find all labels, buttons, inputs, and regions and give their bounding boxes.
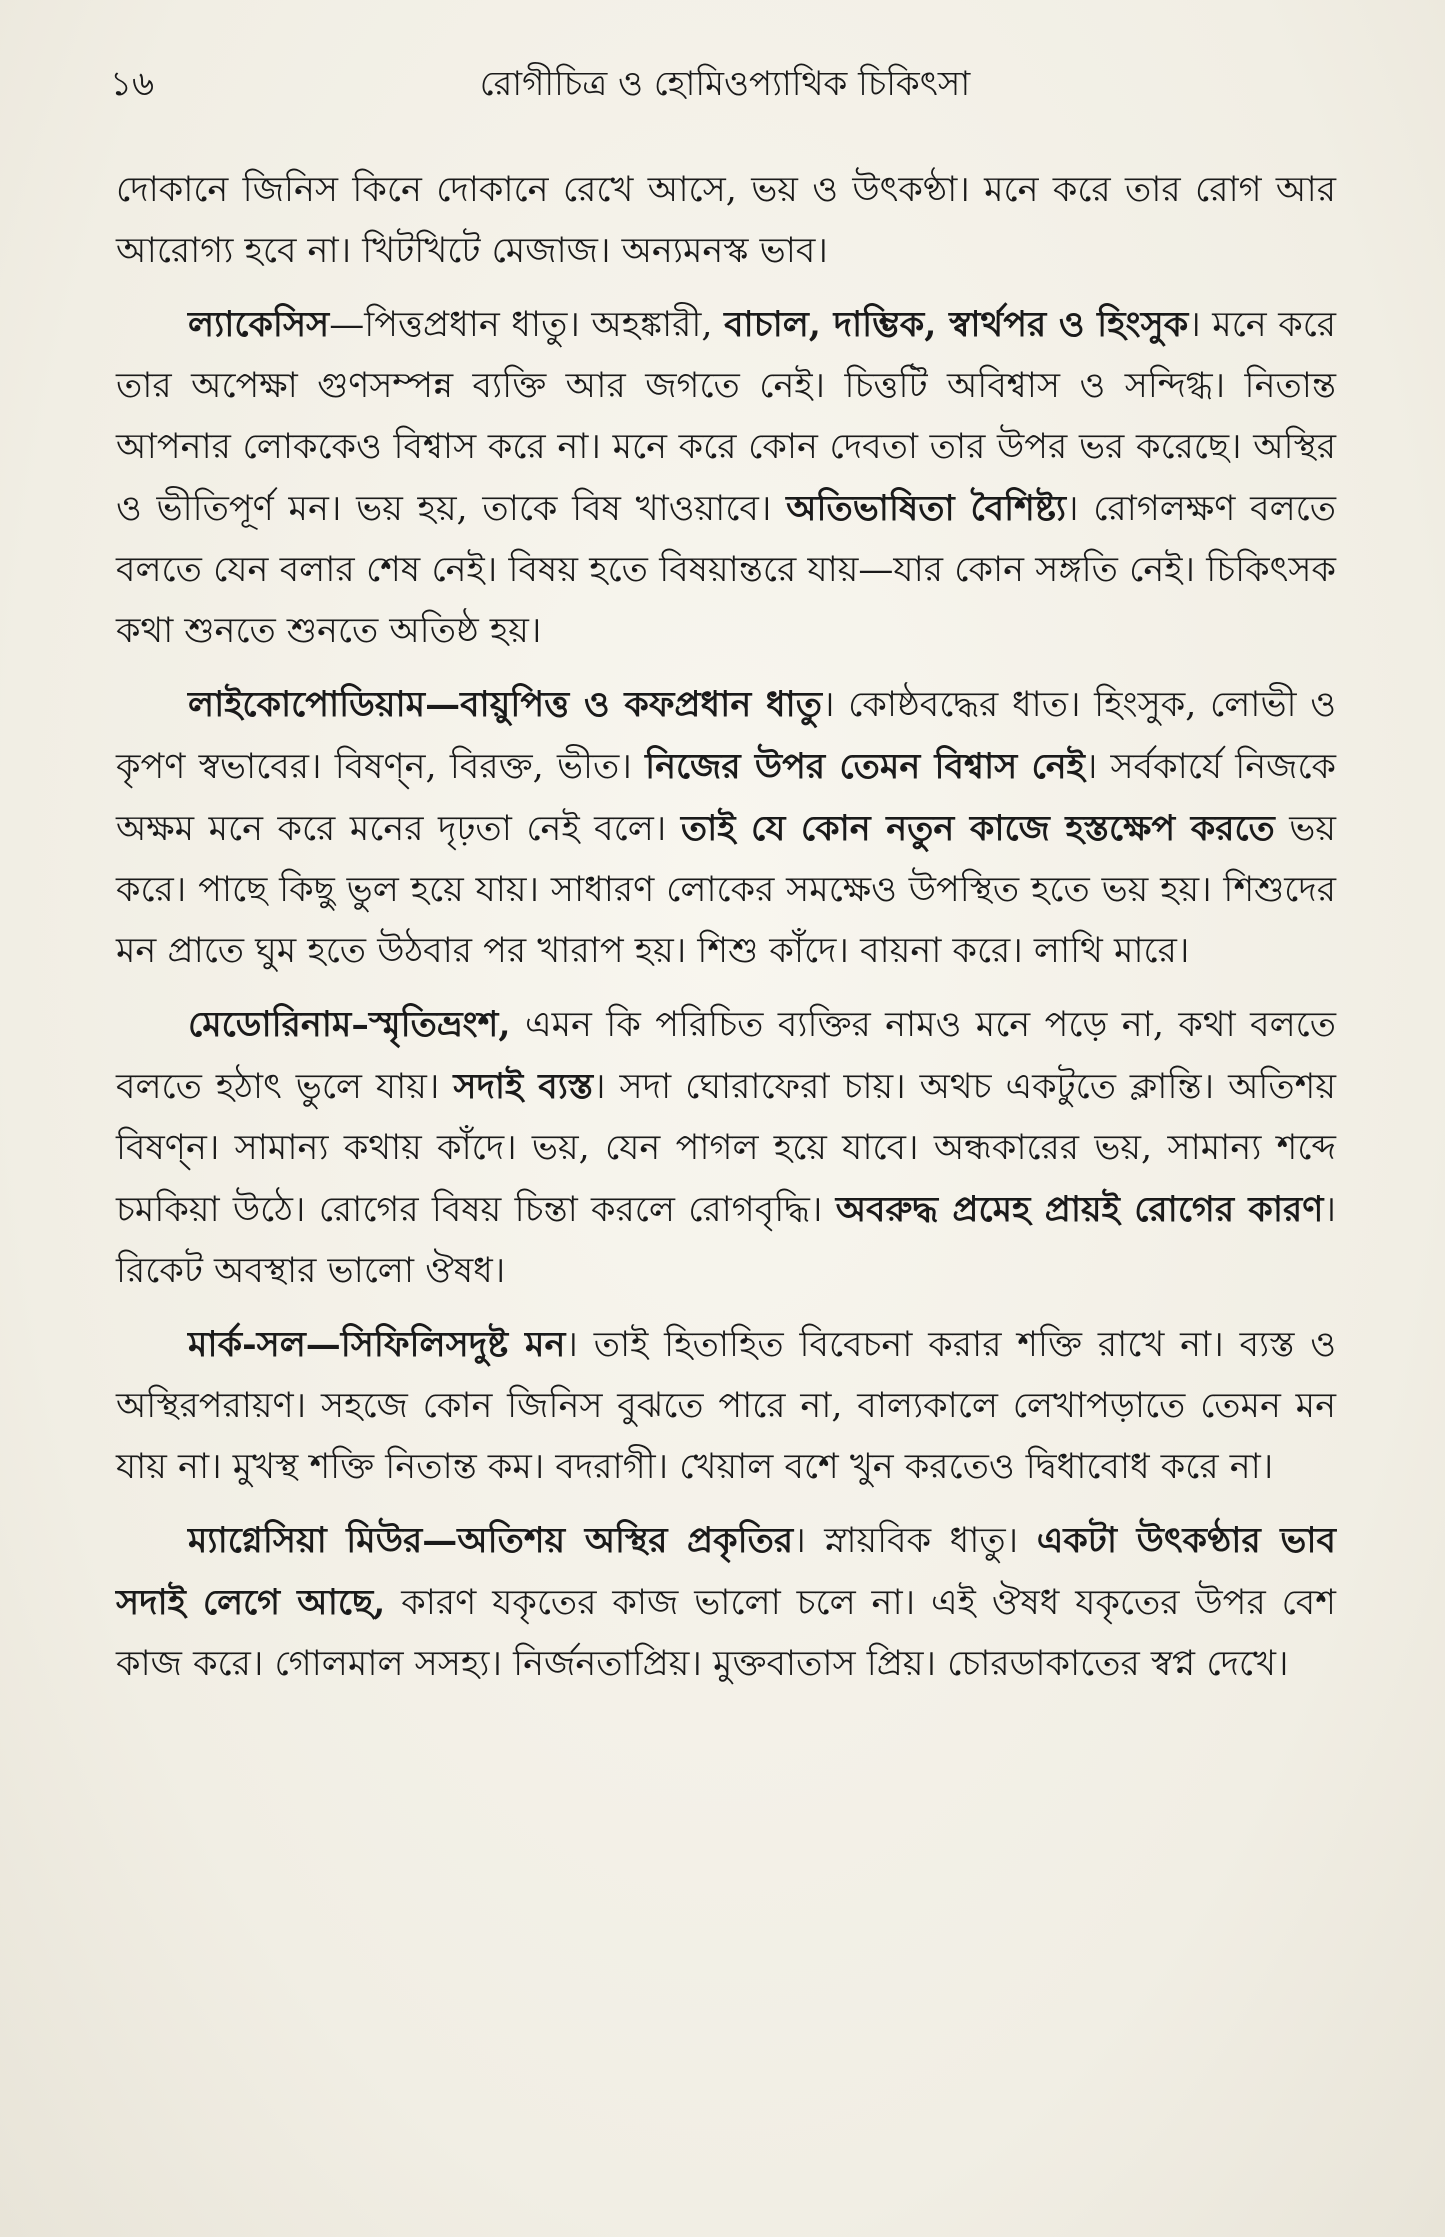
paragraph-continuation [116, 160, 1336, 282]
paragraph-medorrhinum [116, 994, 1336, 1302]
page-body [116, 160, 1336, 1707]
text-run: । রোগলক্ষণ বলতে বলতে যেন বলার শেষ নেই। বিষয় হতে বিষয়ান্তরে যায়—যার কোন সঙ্গতি নেই। চিকিৎসক কথা শুনতে শুনতে অতিষ্ঠ হয়। [116, 489, 1336, 651]
bold-phrase: তাই যে কোন নতুন কাজে হস্তক্ষেপ করতে [680, 808, 1275, 849]
text-run: । কোষ্ঠবদ্ধের ধাত। হিংসুক, লোভী ও কৃপণ স্বভাবের। বিষণ্ন, বিরক্ত, ভীত। [116, 685, 1336, 787]
text-run: ভয় করে। পাছে কিছু ভুল হয়ে যায়। সাধারণ লোকের সমক্ষেও উপস্থিত হতে ভয় হয়। শিশুদের মন প্রাতে ঘুম হতে উঠবার পর খারাপ হয়। শিশু কাঁদে। বায়না করে। লাথি মারে। [116, 809, 1337, 971]
text-run: । তাই হিতাহিত বিবেচনা করার শক্তি রাখে না। ব্যস্ত ও অস্থিরপরায়ণ। সহজে কোন জিনিস বুঝতে পারে না, বাল্যকালে লেখাপড়াতে তেমন মন যায় না। মুখস্থ শক্তি নিতান্ত কম। বদরাগী। খেয়াল বশে খুন করতেও দ্বিধাবোধ করে না। [116, 1325, 1336, 1487]
text-run: —পিত্তপ্রধান ধাতু। অহঙ্কারী, [329, 305, 725, 345]
page-header [110, 58, 1340, 118]
bold-phrase: অবরুদ্ধ প্রমেহ প্রায়ই রোগের কারণ [835, 1189, 1324, 1230]
text-run: । রিকেট অবস্থার ভালো ঔষধ। [116, 1190, 1337, 1291]
text-run: । স্নায়বিক ধাতু। [793, 1521, 1037, 1561]
remedy-name: মার্ক-সল—সিফিলিসদুষ্ট মন [188, 1324, 566, 1365]
remedy-name: মেডোরিনাম–স্মৃতিভ্রংশ, [188, 1004, 511, 1045]
text-run: । সর্বকার্যে নিজকে অক্ষম মনে করে মনের দৃঢ়তা নেই বলে। [116, 747, 1336, 849]
text-run: । মনে করে তার অপেক্ষা গুণসম্পন্ন ব্যক্তি আর জগতে নেই। চিত্তটি অবিশ্বাস ও সন্দিগ্ধ। নিতান্ত আপনার লোককেও বিশ্বাস করে না। মনে করে কোন দেবতা তার উপর ভর করেছে। অস্থির ও ভীতিপূর্ণ মন। ভয় হয়, তাকে বিষ খাওয়াবে। [116, 305, 1337, 529]
bold-phrase: বাচাল, দাম্ভিক, স্বার্থপর ও হিংসুক [724, 304, 1189, 345]
bold-phrase: সদাই ব্যস্ত [453, 1066, 594, 1107]
paragraph-lachesis [116, 294, 1336, 662]
text-run: কারণ যকৃতের কাজ ভালো চলে না। এই ঔষধ যকৃতের উপর বেশ কাজ করে। গোলমাল সসহ্য। নির্জনতাপ্রিয়। মুক্তবাতাস প্রিয়। চোরডাকাতের স্বপ্ন দেখে। [116, 1583, 1336, 1684]
bold-phrase: নিজের উপর তেমন বিশ্বাস নেই [645, 746, 1085, 787]
text-run: এমন কি পরিচিত ব্যক্তির নামও মনে পড়ে না, কথা বলতে বলতে হঠাৎ ভুলে যায়। [116, 1005, 1336, 1107]
paragraph-lycopodium [116, 674, 1336, 982]
bold-phrase: একটা উৎকণ্ঠার ভাব সদাই লেগে আছে, [116, 1520, 1336, 1623]
paragraph-merc-sol [116, 1314, 1336, 1498]
text-run: । সদা ঘোরাফেরা চায়। অথচ একটুতে ক্লান্তি। অতিশয় বিষণ্ন। সামান্য কথায় কাঁদে। ভয়, যেন পাগল হয়ে যাবে। অন্ধকারের ভয়, সামান্য শব্দে চমকিয়া উঠে। রোগের বিষয় চিন্তা করলে রোগবৃদ্ধি। [116, 1067, 1336, 1230]
running-title: রোগীচিত্র ও হোমিওপ্যাথিক চিকিৎসা [479, 64, 971, 104]
paragraph-magnesia-mur [116, 1510, 1336, 1695]
remedy-name: ল্যাকেসিস [188, 304, 330, 345]
text-run: দোকানে জিনিস কিনে দোকানে রেখে আসে, ভয় ও উৎকণ্ঠা। মনে করে তার রোগ আর আরোগ্য হবে না। খিটখিটে মেজাজ। অন্যমনস্ক ভাব। [116, 170, 1336, 271]
page-number: ১৬ [110, 64, 155, 104]
bold-phrase: অতিভাষিতা বৈশিষ্ট্য [786, 488, 1066, 529]
remedy-name: লাইকোপোডিয়াম—বায়ুপিত্ত ও কফপ্রধান ধাতু [188, 684, 822, 725]
remedy-name: ম্যাগ্নেসিয়া মিউর—অতিশয় অস্থির প্রকৃতির [188, 1520, 794, 1561]
